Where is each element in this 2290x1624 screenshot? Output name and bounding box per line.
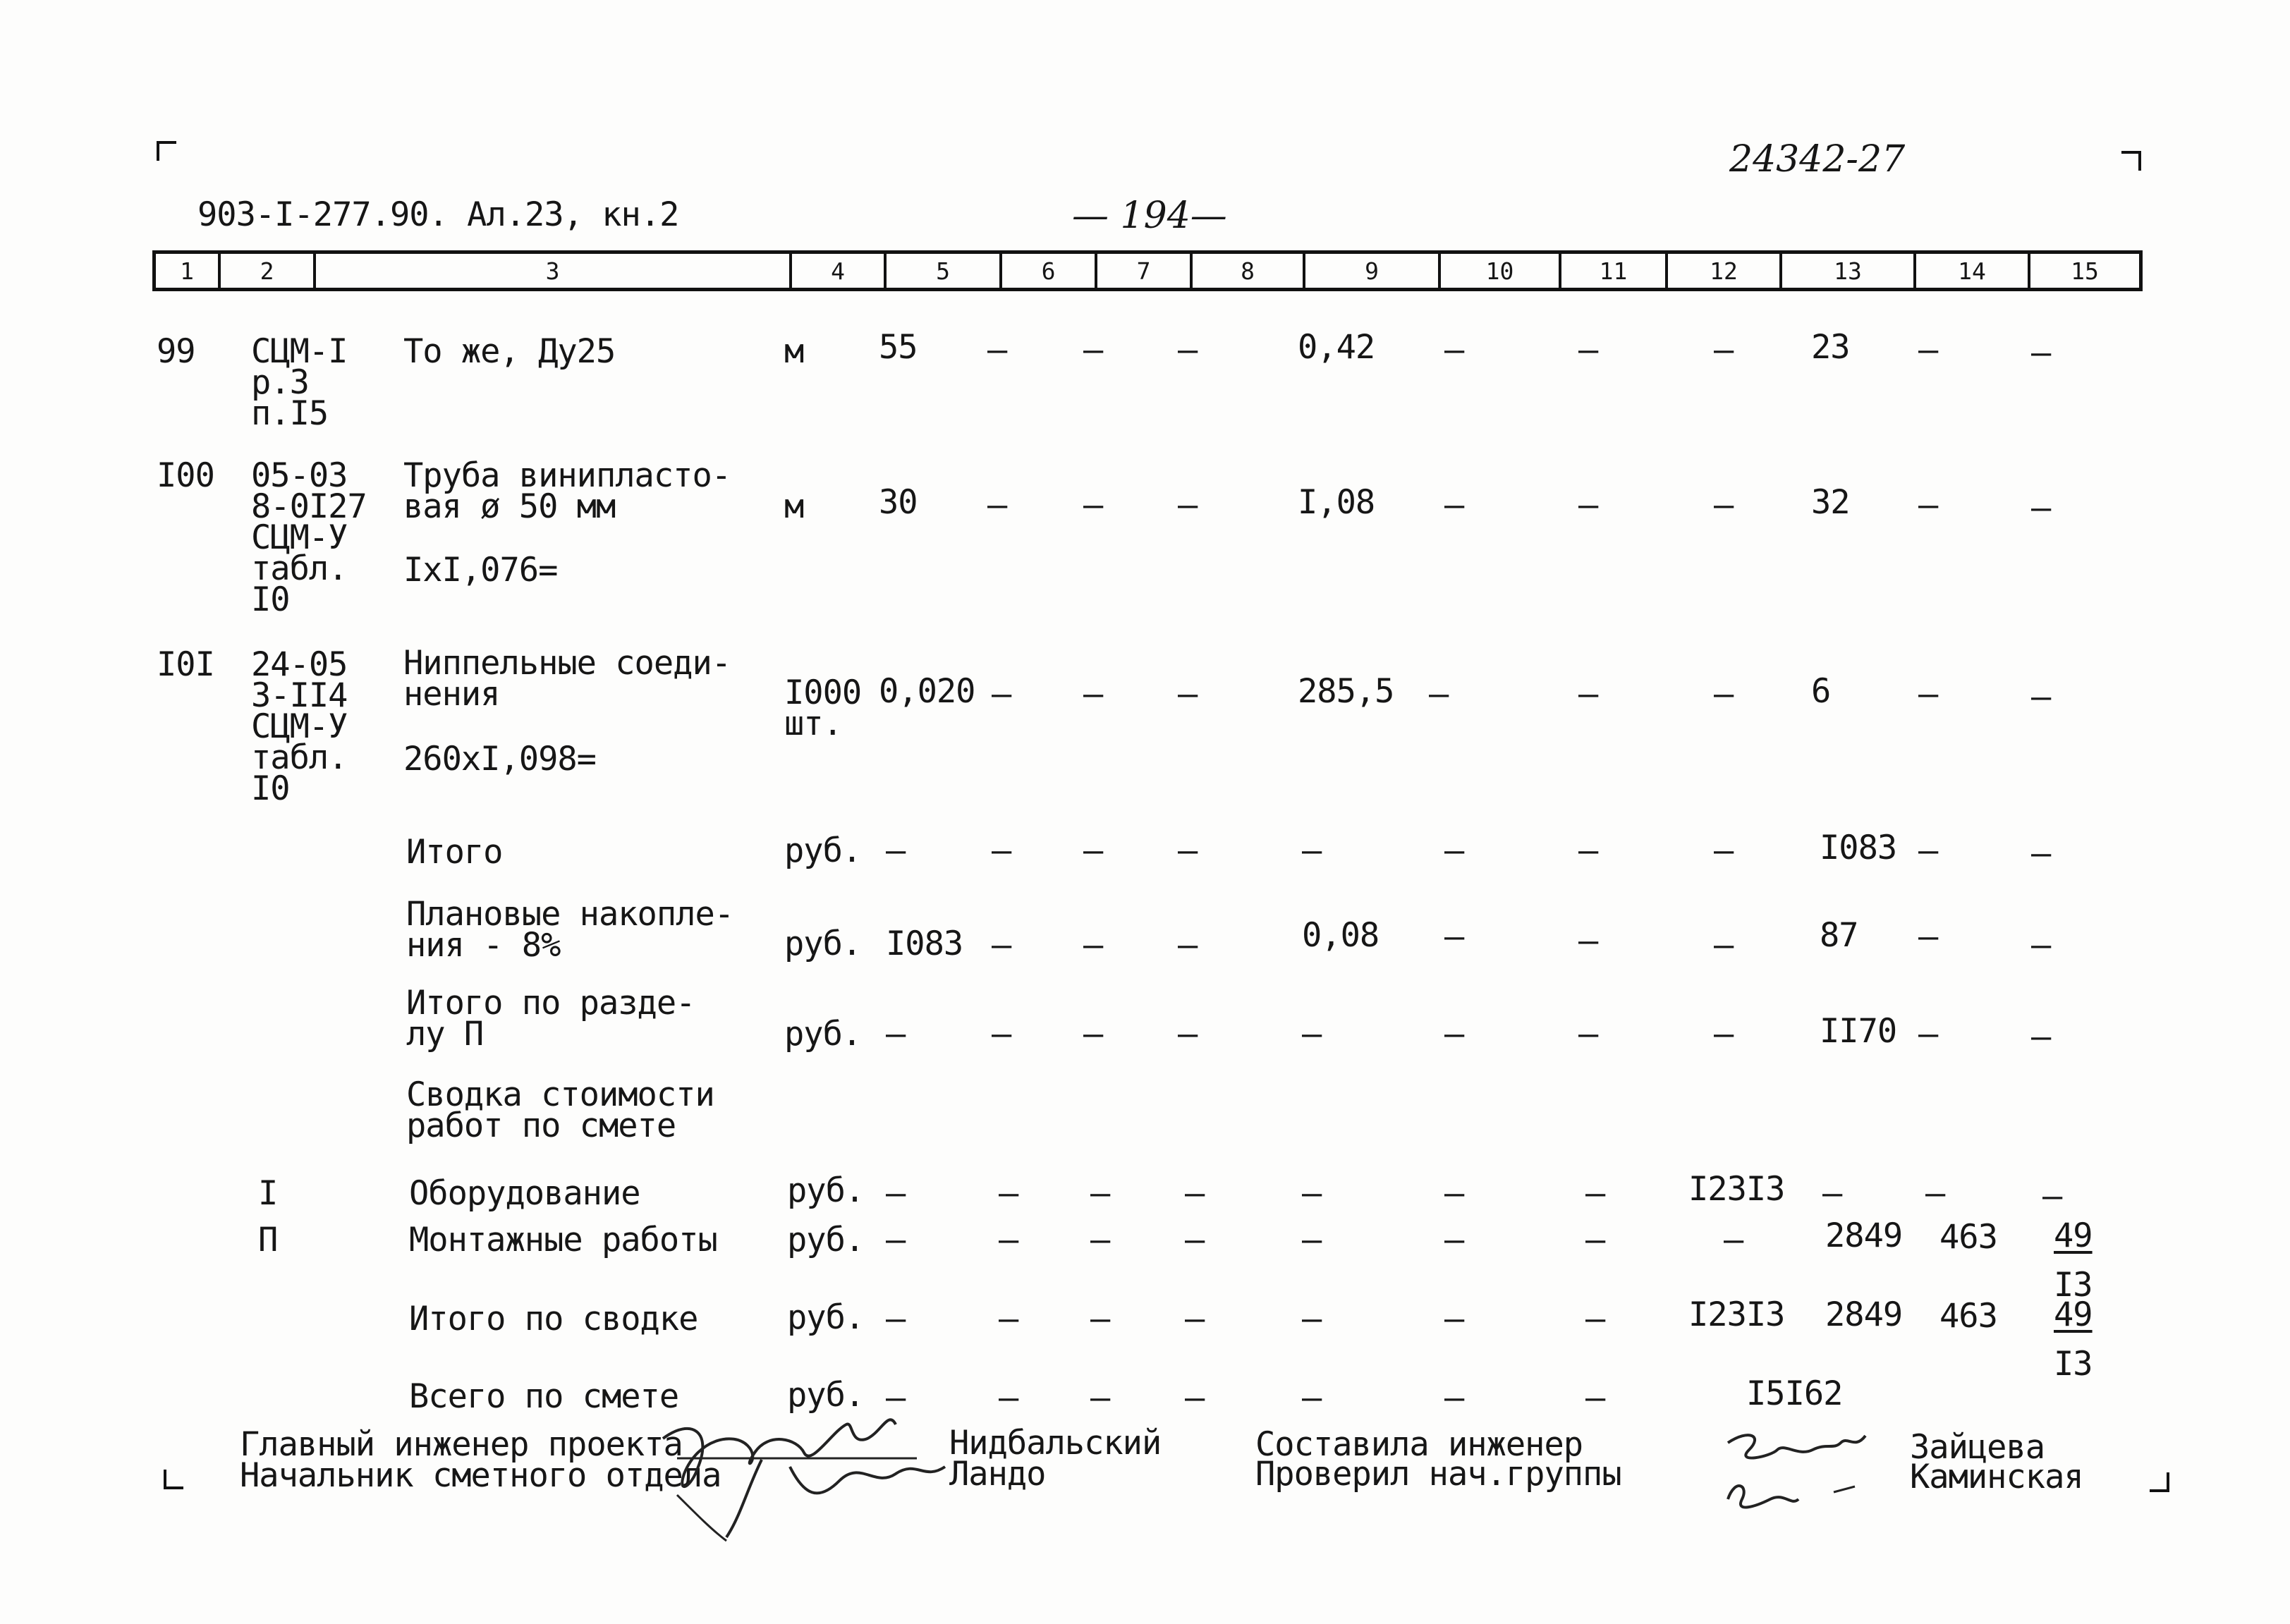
- dash-col8: –: [1178, 486, 1198, 525]
- row-code-line: п.I5: [251, 394, 329, 433]
- dash-col5: –: [886, 1174, 906, 1213]
- dash-col6: –: [992, 675, 1011, 714]
- row-name-line: Итого по разде-: [406, 984, 695, 1022]
- column-header-11: 11: [1561, 254, 1668, 288]
- row-code-line: I0: [251, 580, 290, 619]
- column-header-3: 3: [316, 254, 792, 288]
- column-header-15: 15: [2071, 257, 2099, 285]
- dash-col7: –: [1083, 675, 1103, 714]
- value-col13: 6: [1811, 672, 1831, 711]
- value-col13: 2849: [1825, 1295, 1903, 1334]
- dash-col7: –: [1083, 331, 1103, 370]
- row-formula: IxI,076=: [403, 551, 558, 590]
- dash-col11: –: [1585, 1221, 1605, 1259]
- checked-title: Проверил нач.группы: [1255, 1455, 1621, 1494]
- row-unit: руб.: [784, 924, 862, 963]
- row-name-line: Плановые накопле-: [406, 895, 734, 934]
- dash-col10: –: [1444, 1300, 1464, 1338]
- dash-col6: –: [992, 926, 1011, 965]
- dash-col8: –: [1178, 1015, 1198, 1054]
- row-name-line: лу П: [406, 1015, 484, 1054]
- value-col14: 463: [1939, 1218, 1997, 1257]
- column-header-14: 14: [1916, 254, 2030, 288]
- dash-col7: –: [1090, 1221, 1110, 1259]
- row-quantity: 0,020: [879, 672, 975, 711]
- dash-col6: –: [999, 1379, 1018, 1417]
- column-header-13: 13: [1782, 254, 1916, 288]
- dash-col15: –: [2031, 834, 2051, 873]
- value-col15-bottom: I3: [2054, 1345, 2093, 1384]
- checked-name: Каминская: [1910, 1458, 2083, 1496]
- dash-col5: –: [886, 1221, 906, 1259]
- value-col15-bottom: I3: [2054, 1266, 2093, 1305]
- dash-col7: –: [1090, 1174, 1110, 1213]
- dash-col15: –: [2031, 334, 2051, 372]
- value-col9: I,08: [1298, 483, 1375, 522]
- dash-col8: –: [1185, 1174, 1205, 1213]
- summary-heading-line: работ по смете: [406, 1106, 676, 1145]
- compiled-title: Составила инженер: [1255, 1425, 1583, 1464]
- row-name-line: Труба винипласто-: [403, 456, 731, 495]
- row-name: Оборудование: [409, 1174, 640, 1213]
- dash-col12: –: [1714, 486, 1734, 525]
- value-col9: 0,42: [1298, 328, 1375, 367]
- dash-col9: –: [1302, 1015, 1322, 1054]
- row-name-line: ния - 8%: [406, 926, 561, 965]
- value-col13: 23: [1811, 328, 1850, 367]
- page-number: — 194—: [1072, 195, 1227, 237]
- dash-col10: –: [1444, 1379, 1464, 1417]
- row-name-line: Ниппельные соеди-: [403, 644, 731, 683]
- dash-col6: –: [987, 331, 1007, 370]
- dash-col9: –: [1302, 1174, 1322, 1213]
- dash-col7: –: [1083, 486, 1103, 525]
- value-col12: I23I3: [1688, 1170, 1785, 1209]
- column-header-5: 5: [887, 254, 1002, 288]
- corner-mark-top-left: [157, 141, 176, 161]
- row-number: I0I: [157, 645, 214, 684]
- column-header-4: 4: [792, 254, 887, 288]
- row-number: I00: [157, 456, 214, 495]
- row-formula: 260xI,098=: [403, 740, 596, 779]
- dash-col9: –: [1302, 831, 1322, 870]
- dash-col6: –: [999, 1300, 1018, 1338]
- dash-col9: –: [1302, 1379, 1322, 1417]
- dash-col5: –: [886, 831, 906, 870]
- dash-col12: –: [1714, 675, 1734, 714]
- value-col9: 285,5: [1298, 672, 1394, 711]
- column-header-strip: [152, 250, 2143, 291]
- row-unit: руб.: [787, 1298, 865, 1337]
- dash-col8: –: [1178, 831, 1198, 870]
- dash-col9: –: [1302, 1221, 1322, 1259]
- dash-col12: –: [1724, 1221, 1743, 1259]
- compiled-name: Зайцева: [1910, 1428, 2045, 1467]
- dash-col14: –: [1918, 486, 1938, 525]
- row-quantity: I083: [886, 924, 963, 963]
- row-quantity: 55: [879, 328, 918, 367]
- dash-col10: –: [1444, 831, 1464, 870]
- dash-col14: –: [1918, 831, 1938, 870]
- column-header-10: 10: [1441, 254, 1561, 288]
- value-col12: I5I62: [1746, 1374, 1843, 1413]
- row-name-line: вая ø 50 мм: [403, 487, 616, 526]
- dash-col12: –: [1714, 831, 1734, 870]
- dash-col11: –: [1578, 831, 1598, 870]
- row-name: Монтажные работы: [409, 1221, 717, 1259]
- dash-col5: –: [886, 1300, 906, 1338]
- value-col13: 2849: [1825, 1216, 1903, 1255]
- value-col13: I083: [1820, 829, 1897, 867]
- dash-col10: –: [1444, 1174, 1464, 1213]
- row-code-line: табл.: [251, 738, 348, 777]
- estimate-head-name: Ландо: [949, 1455, 1046, 1494]
- row-unit: руб.: [787, 1376, 865, 1415]
- dash-col12: –: [1714, 1015, 1734, 1054]
- dash-col11: –: [1585, 1300, 1605, 1338]
- row-unit: руб.: [784, 831, 862, 870]
- dash-col8: –: [1178, 675, 1198, 714]
- row-name-line: нения: [403, 675, 500, 714]
- dash-col6: –: [992, 831, 1011, 870]
- dash-col8: –: [1178, 331, 1198, 370]
- dash-col7: –: [1083, 926, 1103, 965]
- dash-col11: –: [1585, 1174, 1605, 1213]
- chief-engineer-title: Главный инженер проекта: [240, 1425, 683, 1464]
- row-unit: руб.: [787, 1171, 865, 1210]
- value-col13: 32: [1811, 483, 1850, 522]
- dash-col14: –: [1918, 1015, 1938, 1054]
- dash-col6: –: [999, 1174, 1018, 1213]
- dash-col10: –: [1429, 675, 1449, 714]
- row-unit: руб.: [784, 1015, 862, 1054]
- row-number: I: [258, 1174, 278, 1213]
- row-name: То же, Ду25: [403, 332, 616, 371]
- row-quantity: 30: [879, 483, 918, 522]
- dash-col6: –: [992, 1015, 1011, 1054]
- dash-col8: –: [1185, 1300, 1205, 1338]
- summary-heading-line: Сводка стоимости: [406, 1075, 714, 1114]
- dash-col15: –: [2042, 1177, 2062, 1216]
- dash-col11: –: [1578, 1015, 1598, 1054]
- row-code-line: СЦМ-I: [251, 332, 348, 371]
- dash-col14: –: [1918, 331, 1938, 370]
- row-code-line: 3-II4: [251, 676, 348, 715]
- dash-col6: –: [987, 486, 1007, 525]
- corner-mark-bottom-right: [2150, 1472, 2169, 1492]
- dash-col10: –: [1444, 331, 1464, 370]
- dash-col9: –: [1302, 1300, 1322, 1338]
- row-unit-line: шт.: [784, 704, 842, 743]
- compiled-signature-image: [1714, 1422, 1890, 1527]
- row-code-line: I0: [251, 769, 290, 808]
- corner-mark-top-right: [2121, 151, 2141, 171]
- dash-col7: –: [1083, 831, 1103, 870]
- dash-col15: –: [2031, 1018, 2051, 1056]
- estimate-head-title: Начальник сметного отдела: [240, 1456, 721, 1495]
- dash-col7: –: [1090, 1300, 1110, 1338]
- chief-engineer-signature-image: [635, 1389, 987, 1544]
- document-code: 903-I-277.90. Ал.23, кн.2: [197, 195, 679, 234]
- dash-col15: –: [2031, 678, 2051, 716]
- value-col12: I23I3: [1688, 1295, 1785, 1334]
- column-header-9: 9: [1305, 254, 1441, 288]
- dash-col6: –: [999, 1221, 1018, 1259]
- column-header-2: 2: [221, 254, 316, 288]
- row-code-line: СЦМ-У: [251, 707, 348, 746]
- row-name: Итого: [406, 833, 503, 872]
- column-header-7: 7: [1097, 254, 1193, 288]
- dash-col8: –: [1178, 926, 1198, 965]
- row-code-line: 24-05: [251, 645, 348, 684]
- row-name: Итого по сводке: [409, 1300, 698, 1338]
- row-name: Всего по смете: [409, 1377, 679, 1416]
- row-unit: м: [784, 332, 804, 371]
- dash-col5: –: [886, 1379, 906, 1417]
- dash-col10: –: [1444, 486, 1464, 525]
- dash-col11: –: [1585, 1379, 1605, 1417]
- dash-col14: –: [1925, 1174, 1945, 1213]
- value-col13: 87: [1820, 916, 1858, 955]
- dash-col10: –: [1444, 1221, 1464, 1259]
- row-code-line: СЦМ-У: [251, 518, 348, 557]
- dash-col11: –: [1578, 922, 1598, 960]
- column-header-8: 8: [1193, 254, 1305, 288]
- value-col13: II70: [1820, 1012, 1897, 1051]
- row-code-line: 8-0I27: [251, 487, 367, 526]
- dash-col15: –: [2031, 926, 2051, 965]
- column-header-6: 6: [1002, 254, 1097, 288]
- dash-col10: –: [1444, 1015, 1464, 1054]
- sheet-number: 24342-27: [1729, 138, 1906, 181]
- dash-col11: –: [1578, 486, 1598, 525]
- row-code-line: р.3: [251, 363, 309, 402]
- dash-col7: –: [1090, 1379, 1110, 1417]
- column-header-12: 12: [1668, 254, 1782, 288]
- dash-col15: –: [2031, 489, 2051, 527]
- dash-col5: –: [886, 1015, 906, 1054]
- value-col9: 0,08: [1302, 916, 1380, 955]
- value-col14: 463: [1939, 1297, 1997, 1336]
- corner-mark-bottom-left: [164, 1470, 183, 1489]
- value-col15-top: 49: [2054, 1216, 2093, 1255]
- dash-col12: –: [1714, 926, 1734, 965]
- row-code-line: табл.: [251, 549, 348, 588]
- row-unit: м: [784, 487, 804, 526]
- dash-col13: –: [1822, 1174, 1842, 1213]
- dash-col8: –: [1185, 1221, 1205, 1259]
- dash-col11: –: [1578, 331, 1598, 370]
- dash-col14: –: [1918, 917, 1938, 956]
- row-number: П: [258, 1221, 278, 1259]
- dash-col8: –: [1185, 1379, 1205, 1417]
- row-unit-line: I000: [784, 673, 862, 712]
- dash-col11: –: [1578, 675, 1598, 714]
- row-number: 99: [157, 332, 195, 371]
- dash-col12: –: [1714, 331, 1734, 370]
- dash-col10: –: [1444, 917, 1464, 956]
- dash-col14: –: [1918, 675, 1938, 714]
- row-unit: руб.: [787, 1221, 865, 1259]
- column-header-1: 1: [156, 254, 221, 288]
- chief-engineer-name: Нидбальский: [949, 1424, 1162, 1463]
- value-col15-top: 49: [2054, 1295, 2093, 1334]
- dash-col7: –: [1083, 1015, 1103, 1054]
- row-code-line: 05-03: [251, 456, 348, 495]
